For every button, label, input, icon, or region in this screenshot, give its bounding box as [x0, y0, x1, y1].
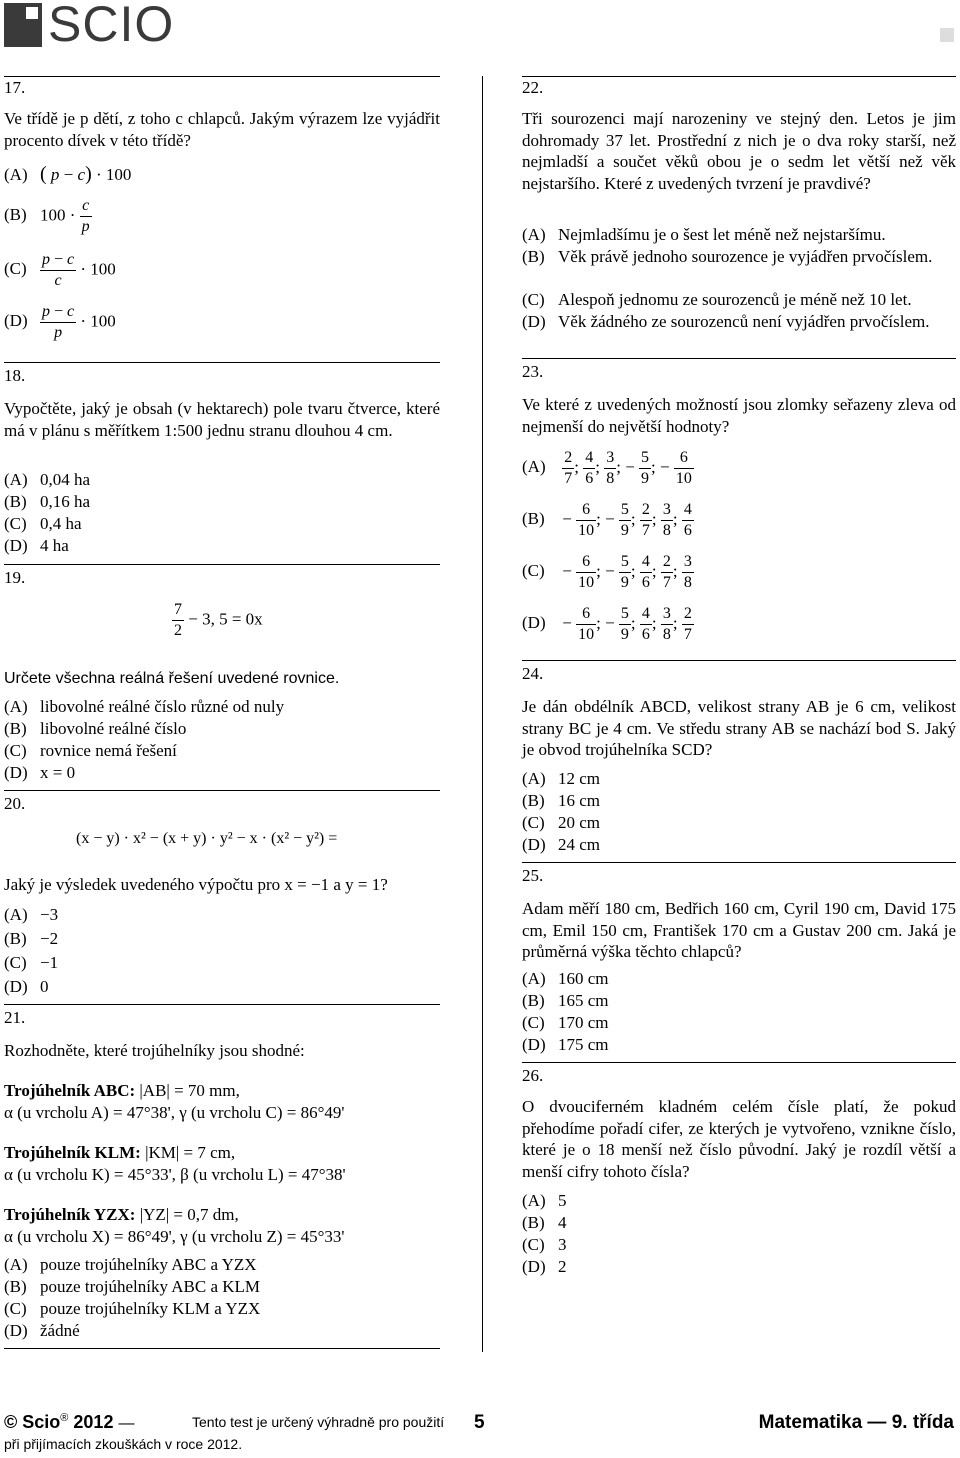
- question-20-number: 20.: [4, 794, 26, 813]
- q26-option-a: (A) 5: [522, 1191, 567, 1210]
- fraction-denominator: 6: [585, 470, 594, 487]
- fraction-separator: ;: [574, 457, 579, 477]
- q21-option-d: (D) žádné: [4, 1321, 80, 1340]
- fraction-denominator: 7: [662, 574, 671, 591]
- fraction: [682, 500, 694, 541]
- logo-text: SCIO: [48, 0, 175, 52]
- fraction: [682, 552, 694, 593]
- q21-option-b: (B) pouze trojúhelníky ABC a KLM: [4, 1277, 261, 1296]
- fraction: [619, 552, 631, 593]
- fraction-denominator: 10: [578, 574, 595, 591]
- fraction-numerator: 5: [619, 604, 631, 625]
- fraction: [640, 604, 652, 645]
- fraction-numerator: 2: [661, 552, 673, 573]
- fraction-numerator: 2: [562, 448, 574, 469]
- fraction-separator: ;: [651, 561, 657, 581]
- q25-option-a: (A) 160 cm: [522, 969, 609, 988]
- fraction-separator: ;: [595, 457, 600, 477]
- question-23-text: Ve které z uvedených možností jsou zlomky seřazeny zleva od nejmenší do největší hodnoty?: [522, 395, 956, 436]
- fraction-separator: ;: [596, 509, 601, 529]
- q19-option-b: (B) libovolné reálné číslo: [4, 719, 187, 738]
- fraction-numerator: 5: [619, 500, 631, 521]
- option-label: (D): [522, 613, 546, 633]
- q22-option-c: (C) Alespoň jednomu ze sourozenců je méně než 10 let.: [522, 290, 912, 309]
- fraction-separator: ;: [672, 509, 678, 529]
- fraction-separator: ;: [596, 613, 601, 633]
- option-label: (A): [522, 457, 546, 477]
- question-17-text: Ve třídě je p dětí, z toho c chlapců. Jakým výrazem lze vyjádřit procento dívek v této třídě?: [4, 109, 440, 150]
- fraction-denominator: 9: [620, 574, 629, 591]
- fraction-separator: ;: [596, 561, 601, 581]
- fraction: [639, 448, 651, 489]
- fraction-denominator: 7: [564, 470, 573, 487]
- fraction-numerator: 5: [639, 448, 651, 469]
- fraction: [640, 500, 652, 541]
- triangle-klm: Trojúhelník KLM: |KM| = 7 cm,: [4, 1143, 236, 1162]
- question-20-expression: (x − y) · x² − (x + y) · y² − x · (x² − y²) =: [76, 830, 338, 847]
- fraction: [619, 604, 631, 645]
- fraction-denominator: 9: [641, 470, 650, 487]
- question-rule: [4, 1004, 440, 1005]
- question-19-equation: $\frac{7}{2}$ − 3, 5 = 0x: [174, 601, 263, 639]
- fraction: [583, 448, 595, 489]
- fraction: [661, 552, 673, 593]
- q23-option-b: [522, 500, 694, 541]
- fraction-denominator: 7: [641, 522, 650, 539]
- question-rule: [522, 76, 956, 77]
- q18-option-d: (D) 4 ha: [4, 536, 69, 555]
- fraction-separator: ;: [630, 509, 636, 529]
- fraction: [576, 500, 596, 541]
- footer-page-number: 5: [474, 1412, 485, 1433]
- fraction-sign: −: [655, 457, 674, 477]
- fraction-sign: −: [600, 561, 619, 581]
- fraction-sign: −: [620, 457, 640, 477]
- q18-option-c: (C) 0,4 ha: [4, 514, 82, 533]
- fraction: [640, 552, 652, 593]
- q17-option-d: (D) $\frac{p - c}{p}$ · 100: [4, 303, 116, 341]
- question-rule: [4, 1348, 440, 1349]
- fraction-denominator: 7: [683, 626, 692, 643]
- question-21-text: Rozhodněte, které trojúhelníky jsou shodné:: [4, 1041, 305, 1060]
- fraction: [576, 552, 596, 593]
- fraction-numerator: 3: [682, 552, 694, 573]
- fraction-separator: ;: [651, 457, 656, 477]
- question-22-text: Tři sourozenci mají narozeniny ve stejný den. Letos je jim dohromady 37 let. Prostřední z nich je o dva roky starší, než nejmladší a součet věků obou je o sedm let větší než věk nejstaršího. Které z uvedených tvrzení je pravdivé?: [522, 109, 956, 193]
- fraction-separator: ;: [630, 561, 636, 581]
- fraction: [562, 448, 574, 489]
- triangle-abc: Trojúhelník ABC: |AB| = 70 mm,: [4, 1081, 240, 1100]
- question-24-text: Je dán obdélník ABCD, velikost strany AB je 6 cm, velikost strany BC je 4 cm. Ve středu strany AB se nachází bod S. Jaký je obvod trojúhelníka SCD?: [522, 697, 956, 759]
- footer-notice-line1: Tento test je určený výhradně pro použití: [192, 1414, 445, 1430]
- triangle-klm-angles: α (u vrcholu K) = 45°33', β (u vrcholu L) = 47°38': [4, 1165, 346, 1184]
- question-rule: [4, 564, 440, 565]
- q17-option-c: (C) $\frac{p - c}{c}$ · 100: [4, 251, 116, 289]
- fraction-denominator: 8: [683, 574, 692, 591]
- question-22-number: 22.: [522, 78, 544, 97]
- fraction-separator: ;: [672, 561, 678, 581]
- logo-square-icon: [4, 3, 42, 47]
- question-18-text: Vypočtěte, jaký je obsah (v hektarech) pole tvaru čtverce, které má v plánu s měřítkem 1:500 jednu stranu dlouhou 4 cm.: [4, 399, 440, 440]
- q20-option-c: (C) −1: [4, 953, 59, 972]
- q23-option-d: [522, 604, 694, 645]
- q21-option-c: (C) pouze trojúhelníky KLM a YZX: [4, 1299, 261, 1318]
- triangle-yzx-angles: α (u vrcholu X) = 86°49', γ (u vrcholu Z) = 45°33': [4, 1227, 345, 1246]
- question-18-number: 18.: [4, 366, 26, 385]
- footer-notice-line2: při přijímacích zkouškách v roce 2012.: [4, 1436, 243, 1452]
- question-26-text: O dvouciferném kladném celém čísle platí, že pokud přehodíme pořadí cifer, ze kterých je vytvořeno, vznikne číslo, které je o 18 menší než číslo původní. Jaký je rozdíl větší a menší cifry tohoto čísla?: [522, 1097, 956, 1181]
- logo-mark: [4, 3, 42, 47]
- fraction-denominator: 8: [606, 470, 615, 487]
- question-17-number: 17.: [4, 78, 26, 97]
- q19-option-c: (C) rovnice nemá řešení: [4, 741, 177, 760]
- fraction: [661, 500, 673, 541]
- fraction-denominator: 8: [662, 522, 671, 539]
- footer-copyright: © Scio® 2012 —: [4, 1412, 135, 1432]
- question-26-number: 26.: [522, 1066, 544, 1085]
- q18-option-b: (B) 0,16 ha: [4, 492, 91, 511]
- column-divider: [482, 76, 483, 1352]
- fraction-numerator: 5: [619, 552, 631, 573]
- q19-option-a: (A) libovolné reálné číslo různé od nuly: [4, 697, 285, 716]
- scio-logo: [4, 0, 224, 52]
- fraction: [674, 448, 694, 489]
- fraction-numerator: 6: [674, 448, 694, 469]
- fraction-numerator: 6: [576, 500, 596, 521]
- fraction-denominator: 10: [578, 626, 595, 643]
- q17-option-b: (B) 100 · $\frac{c}{p}$: [4, 197, 90, 235]
- fraction: [619, 500, 631, 541]
- question-25-text: Adam měří 180 cm, Bedřich 160 cm, Cyril 190 cm, David 175 cm, Emil 150 cm, František 170 cm a Gustav 200 cm. Jaká je průměrná výška těchto chlapců?: [522, 899, 956, 961]
- question-23-number: 23.: [522, 362, 544, 381]
- fraction-numerator: 4: [640, 604, 652, 625]
- q22-option-b: (B) Věk právě jednoho sourozence je vyjádřen prvočíslem.: [522, 247, 933, 266]
- question-rule: [4, 790, 440, 791]
- fraction: [682, 604, 694, 645]
- fraction-numerator: 6: [576, 552, 596, 573]
- fraction-separator: ;: [651, 509, 657, 529]
- option-label: (B): [522, 509, 545, 529]
- q22-option-a: (A) Nejmladšímu je o šest let méně než nejstaršímu.: [522, 225, 886, 244]
- option-label: (C): [522, 561, 545, 581]
- question-19-number: 19.: [4, 568, 26, 587]
- question-rule: [4, 362, 440, 363]
- fraction-numerator: 4: [640, 552, 652, 573]
- q20-option-d: (D) 0: [4, 977, 49, 996]
- fraction-separator: ;: [616, 457, 621, 477]
- q17-option-a: (A) ( p − c) · 100: [4, 163, 132, 185]
- q25-option-b: (B) 165 cm: [522, 991, 609, 1010]
- q24-option-a: (A) 12 cm: [522, 769, 601, 788]
- q20-option-b: (B) −2: [4, 929, 59, 948]
- fraction-sign: −: [558, 561, 577, 581]
- q24-option-b: (B) 16 cm: [522, 791, 601, 810]
- fraction-denominator: 6: [641, 626, 650, 643]
- fraction-numerator: 2: [640, 500, 652, 521]
- fraction-numerator: 3: [604, 448, 616, 469]
- fraction-sign: −: [558, 613, 577, 633]
- question-rule: [522, 660, 956, 661]
- q21-option-a: (A) pouze trojúhelníky ABC a YZX: [4, 1255, 257, 1274]
- page-footer: [4, 1412, 956, 1454]
- fraction-denominator: 9: [620, 522, 629, 539]
- footer-subject: Matematika — 9. třída: [758, 1412, 954, 1433]
- fraction-denominator: 6: [683, 522, 692, 539]
- q19-option-d: (D) x = 0: [4, 763, 76, 782]
- q24-option-d: (D) 24 cm: [522, 835, 601, 854]
- fraction-numerator: 2: [682, 604, 694, 625]
- fraction-denominator: 10: [675, 470, 692, 487]
- fraction-numerator: 6: [576, 604, 596, 625]
- fraction-denominator: 8: [662, 626, 671, 643]
- fraction-numerator: 3: [661, 500, 673, 521]
- triangle-yzx: Trojúhelník YZX: |YZ| = 0,7 dm,: [4, 1205, 239, 1224]
- question-rule: [522, 862, 956, 863]
- fraction-numerator: 4: [583, 448, 595, 469]
- q18-option-a: (A) 0,04 ha: [4, 470, 91, 489]
- q24-option-c: (C) 20 cm: [522, 813, 601, 832]
- question-rule: [522, 1062, 956, 1063]
- q23-option-c: [522, 552, 694, 593]
- q26-option-c: (C) 3: [522, 1235, 567, 1254]
- q23-option-a: [522, 448, 694, 489]
- fraction-numerator: 3: [661, 604, 673, 625]
- question-21-number: 21.: [4, 1008, 26, 1027]
- fraction-sign: −: [558, 509, 577, 529]
- q25-option-d: (D) 175 cm: [522, 1035, 609, 1054]
- fraction-separator: ;: [651, 613, 657, 633]
- question-20-text: Jaký je výsledek uvedeného výpočtu pro x = −1 a y = 1?: [4, 875, 388, 894]
- fraction-denominator: 6: [641, 574, 650, 591]
- corner-marker: [940, 28, 954, 42]
- fraction-sign: −: [600, 613, 619, 633]
- fraction: [576, 604, 596, 645]
- q22-option-d: (D) Věk žádného ze sourozenců není vyjádřen prvočíslem.: [522, 312, 930, 331]
- fraction: [661, 604, 673, 645]
- question-19-text: Určete všechna reálná řešení uvedené rovnice.: [4, 670, 340, 687]
- fraction-separator: ;: [672, 613, 678, 633]
- q26-option-b: (B) 4: [522, 1213, 567, 1232]
- q25-option-c: (C) 170 cm: [522, 1013, 609, 1032]
- fraction-denominator: 10: [578, 522, 595, 539]
- question-rule: [4, 76, 440, 77]
- fraction-denominator: 9: [620, 626, 629, 643]
- question-rule: [522, 358, 956, 359]
- fraction: [604, 448, 616, 489]
- fraction-numerator: 4: [682, 500, 694, 521]
- question-25-number: 25.: [522, 866, 544, 885]
- triangle-abc-angles: α (u vrcholu A) = 47°38', γ (u vrcholu C) = 86°49': [4, 1103, 345, 1122]
- question-24-number: 24.: [522, 664, 544, 683]
- fraction-sign: −: [600, 509, 619, 529]
- q26-option-d: (D) 2: [522, 1257, 567, 1276]
- fraction-separator: ;: [630, 613, 636, 633]
- q20-option-a: (A) −3: [4, 905, 59, 924]
